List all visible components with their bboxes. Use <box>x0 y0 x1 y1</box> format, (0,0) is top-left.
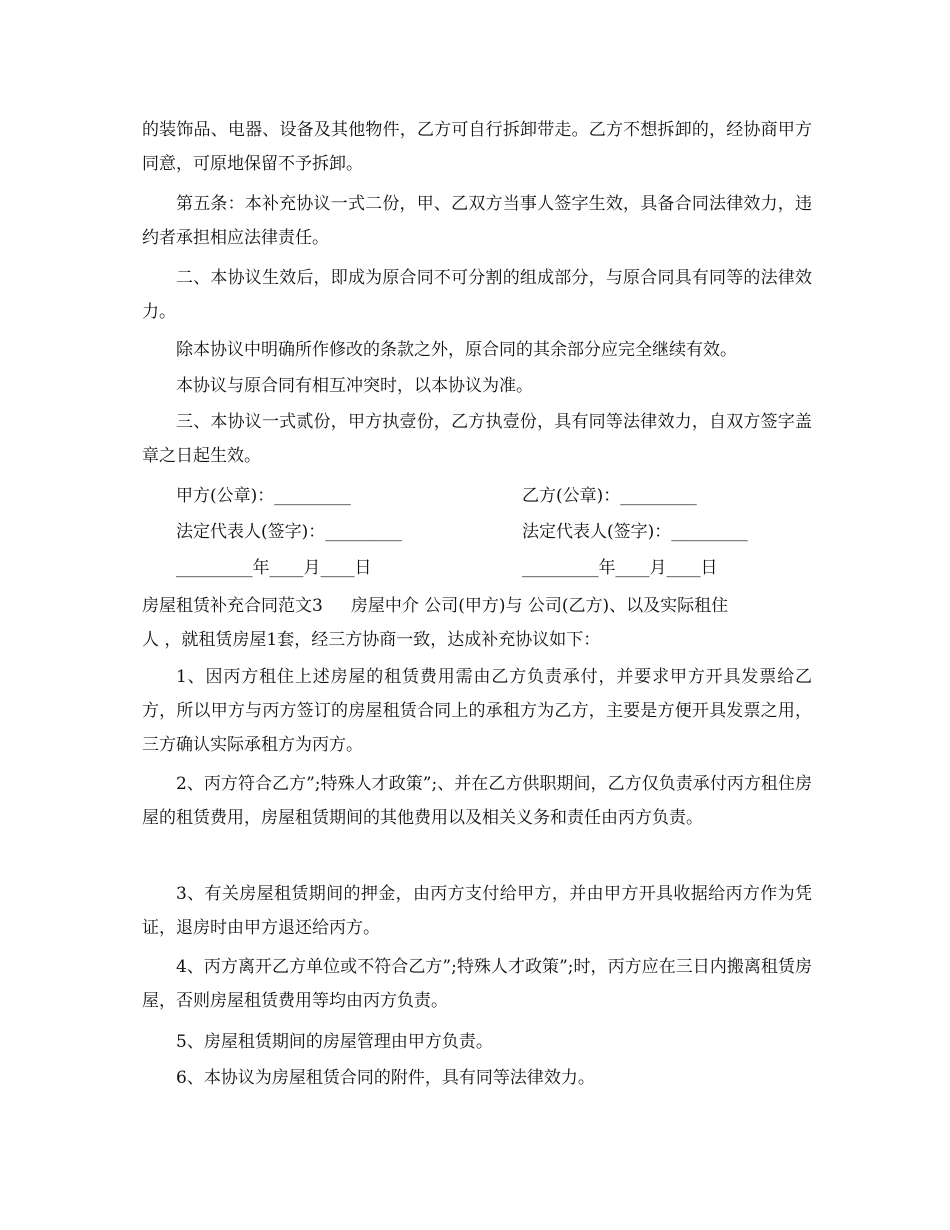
list-item: 6、本协议为房屋租赁合同的附件，具有同等法律效力。 <box>176 1068 595 1088</box>
party-a-seal: 甲方(公章)：_________ <box>176 486 351 506</box>
list-item: 4、丙方离开乙方单位或不符合乙方”;特殊人才政策”;时，丙方应在三日内搬离租赁房屋，否则房屋租赁费用等均由丙方负责。 <box>142 957 812 1011</box>
party-b-seal: 乙方(公章)：_________ <box>522 486 697 506</box>
section-heading-line <box>142 589 812 623</box>
paragraph-remaining-valid: 除本协议中明确所作修改的条款之外，原合同的其余部分应完全继续有效。 <box>176 340 737 360</box>
party-a-representative: 法定代表人(签字)：_________ <box>176 522 402 542</box>
list-item: 5、房屋租赁期间的房屋管理由甲方负责。 <box>176 1032 493 1052</box>
paragraph-article-5: 第五条：本补充协议一式二份，甲、乙双方当事人签字生效，具备合同法律效力，违约者承担相应法律责任。 <box>142 194 812 248</box>
section-intro: 房屋中介 公司(甲方)与 公司(乙方)、以及实际租住 <box>350 596 729 616</box>
paragraph-clause-3: 三、本协议一式贰份，甲方执壹份，乙方执壹份，具有同等法律效力，自双方签字盖章之日起生效。 <box>142 412 812 466</box>
paragraph-continued: 的装饰品、电器、设备及其他物件，乙方可自行拆卸带走。乙方不想拆卸的，经协商甲方同意，可原地保留不予拆卸。 <box>142 120 812 174</box>
paragraph-clause-2: 二、本协议生效后，即成为原合同不可分割的组成部分，与原合同具有同等的法律效力。 <box>142 268 812 322</box>
list-item: 1、因丙方租住上述房屋的租赁费用需由乙方负责承付，并要求甲方开具发票给乙方，所以甲方与丙方签订的房屋租赁合同上的承租方为乙方，主要是方便开具发票之用，三方确认实际承租方为丙方。 <box>142 667 812 755</box>
list-item: 2、丙方符合乙方”;特殊人才政策”;、并在乙方供职期间，乙方仅负责承付丙方租住房屋的租赁费用，房屋租赁期间的其他费用以及相关义务和责任由丙方负责。 <box>142 774 812 828</box>
party-b-date: _________年____月____日 <box>522 558 718 578</box>
party-b-representative: 法定代表人(签字)：_________ <box>522 522 748 542</box>
paragraph-conflict: 本协议与原合同有相互冲突时，以本协议为准。 <box>176 376 533 396</box>
party-a-date: _________年____月____日 <box>176 558 372 578</box>
section-intro-continued: 人 ，就租赁房屋1套，经三方协商一致，达成补充协议如下： <box>142 630 601 650</box>
list-item: 3、有关房屋租赁期间的押金，由丙方支付给甲方，并由甲方开具收据给丙方作为凭证，退房时由甲方退还给丙方。 <box>142 884 812 938</box>
section-title: 房屋租赁补充合同范文3 <box>142 596 323 616</box>
